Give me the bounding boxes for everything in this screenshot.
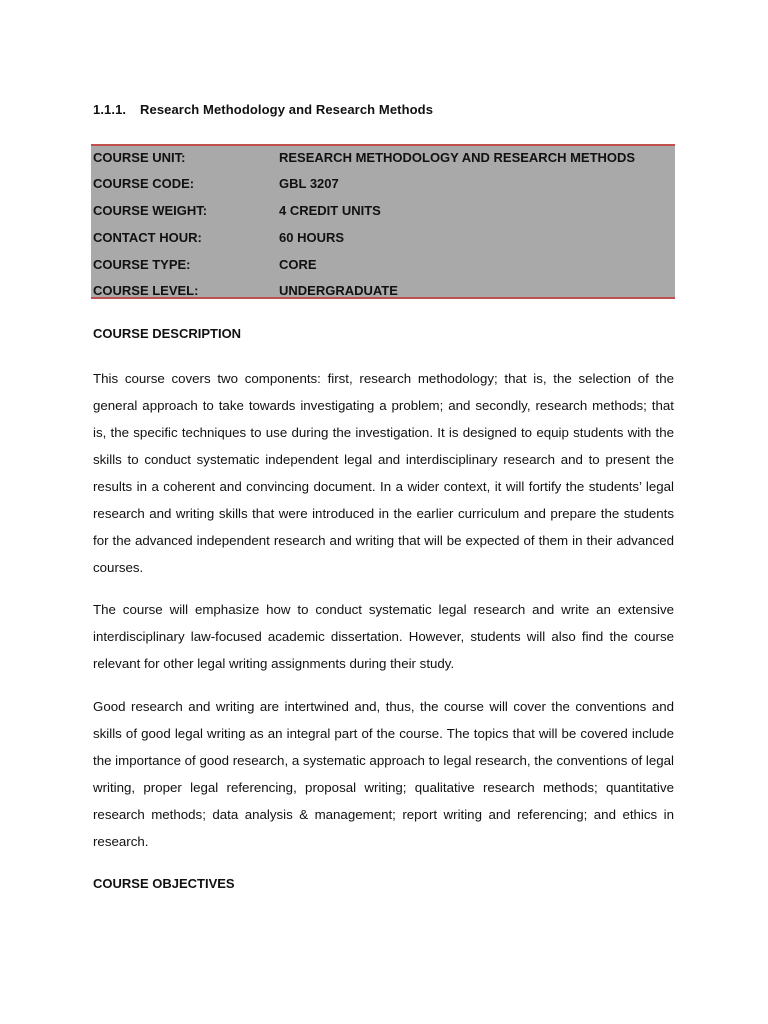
section-heading	[93, 102, 433, 117]
contact-hour-value: 60 HOURS	[279, 230, 345, 245]
contact-hour-label: CONTACT HOUR:	[93, 230, 202, 245]
section-title: Research Methodology and Research Methods	[140, 102, 434, 117]
course-weight-row	[93, 199, 673, 225]
course-weight-value: 4 CREDIT UNITS	[279, 203, 381, 218]
course-type-value: CORE	[279, 257, 317, 272]
course-unit-row	[93, 146, 673, 172]
course-level-value: UNDERGRADUATE	[279, 283, 398, 298]
course-weight-label: COURSE WEIGHT:	[93, 203, 208, 218]
section-number: 1.1.1.	[93, 102, 127, 117]
course-type-label: COURSE TYPE:	[93, 257, 191, 272]
course-type-row	[93, 253, 673, 279]
contact-hour-row	[93, 226, 673, 252]
course-info-table	[91, 144, 675, 299]
description-paragraph-1: This course covers two components: first, research methodology; that is, the selection of the general approach to take towards investigating a problem; and secondly, research methods; that is, the specific techniques to use during the investigation. It is designed to equip students with the skills to conduct systematic independent legal and interdisciplinary research and to present the results in a coherent and convincing document. In a wider context, it will fortify the students’ legal research and writing skills that were introduced in the earlier curriculum and prepare the students for the advanced independent research and writing that will be expected of them in their advanced courses.	[93, 371, 674, 575]
course-code-label: COURSE CODE:	[93, 176, 195, 191]
course-description-heading: COURSE DESCRIPTION	[93, 326, 242, 341]
course-code-value: GBL 3207	[279, 176, 339, 191]
course-code-row	[93, 172, 673, 198]
description-paragraph-3: Good research and writing are intertwined and, thus, the course will cover the conventions and skills of good legal writing as an integral part of the course. The topics that will be covered include the importance of good research, a systematic approach to legal research, the conventions of legal writing, proper legal referencing, proposal writing; qualitative research methods; quantitative research methods; data analysis & management; report writing and referencing; and ethics in research.	[93, 699, 674, 849]
course-objectives-heading: COURSE OBJECTIVES	[93, 876, 235, 891]
course-unit-label: COURSE UNIT:	[93, 150, 186, 165]
course-level-row	[93, 279, 673, 305]
description-paragraph-2: The course will emphasize how to conduct systematic legal research and write an extensive interdisciplinary law-focused academic dissertation. However, students will also find the course relevant for other legal writing assignments during their study.	[93, 602, 674, 671]
course-unit-value: RESEARCH METHODOLOGY AND RESEARCH METHODS	[279, 150, 636, 165]
course-level-label: COURSE LEVEL:	[93, 283, 199, 298]
